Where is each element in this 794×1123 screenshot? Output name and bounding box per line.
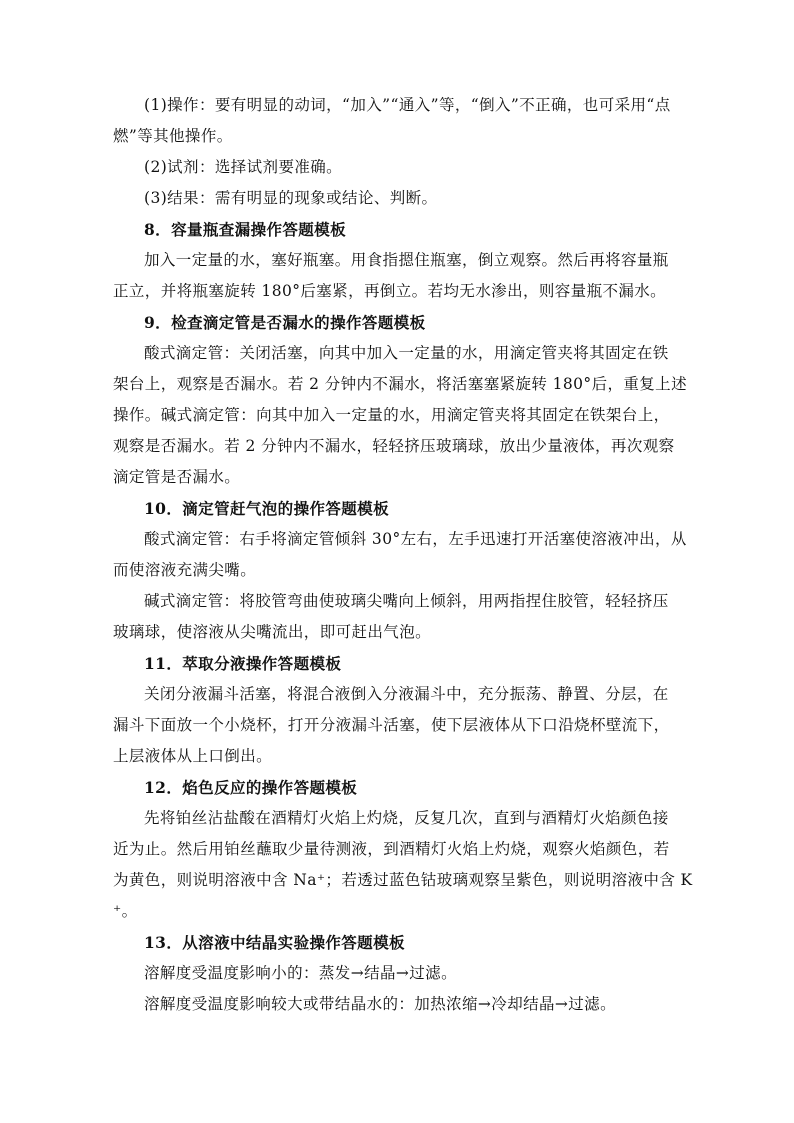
- section-heading: 11．萃取分液操作答题模板: [144, 654, 342, 673]
- text-line: 先将铂丝沾盐酸在酒精灯火焰上灼烧，反复几次，直到与酒精灯火焰颜色接: [144, 809, 669, 827]
- section-heading: 13．从溶液中结晶实验操作答题模板: [144, 933, 405, 952]
- text-line: 为黄色，则说明溶液中含 Na⁺；若透过蓝色钴玻璃观察呈紫色，则说明溶液中含 K: [113, 871, 693, 889]
- text-line: ⁺。: [113, 902, 138, 920]
- text-line: 溶解度受温度影响小的：蒸发→结晶→过滤。: [144, 964, 457, 982]
- text-line: 滴定管是否漏水。: [113, 468, 241, 486]
- text-line: 漏斗下面放一个小烧杯，打开分液漏斗活塞，使下层液体从下口沿烧杯壁流下，: [113, 716, 670, 734]
- document-body: [113, 90, 693, 1020]
- text-line: 操作。碱式滴定管：向其中加入一定量的水，用滴定管夹将其固定在铁架台上，: [113, 406, 670, 424]
- text-line: 观察是否漏水。若 2 分钟内不漏水，轻轻挤压玻璃球，放出少量液体，再次观察: [113, 437, 675, 455]
- text-line: 燃”等其他操作。: [113, 127, 233, 145]
- text-line: 正立，并将瓶塞旋转 180°后塞紧，再倒立。若均无水渗出，则容量瓶不漏水。: [113, 282, 667, 300]
- text-line: 而使溶液充满尖嘴。: [113, 561, 257, 579]
- text-line: 碱式滴定管：将胶管弯曲使玻璃尖嘴向上倾斜，用两指捏住胶管，轻轻挤压: [144, 592, 669, 610]
- text-line: 上层液体从上口倒出。: [113, 747, 273, 765]
- text-line: 加入一定量的水，塞好瓶塞。用食指摁住瓶塞，倒立观察。然后再将容量瓶: [144, 251, 669, 269]
- section-heading: 8．容量瓶查漏操作答题模板: [144, 220, 346, 239]
- text-line: (2)试剂：选择试剂要准确。: [144, 158, 343, 176]
- text-line: 酸式滴定管：关闭活塞，向其中加入一定量的水，用滴定管夹将其固定在铁: [144, 344, 669, 362]
- section-heading: 9．检查滴定管是否漏水的操作答题模板: [144, 313, 426, 332]
- text-line: (3)结果：需有明显的现象或结论、判断。: [144, 189, 438, 207]
- text-line: 溶解度受温度影响较大或带结晶水的：加热浓缩→冷却结晶→过滤。: [144, 995, 616, 1013]
- text-line: 架台上，观察是否漏水。若 2 分钟内不漏水，将活塞塞紧旋转 180°后，重复上述: [113, 375, 687, 393]
- text-line: (1)操作：要有明显的动词，“加入”“通入”等，“倒入”不正确，也可采用“点: [144, 96, 671, 114]
- section-heading: 10．滴定管赶气泡的操作答题模板: [144, 499, 389, 518]
- text-line: 关闭分液漏斗活塞，将混合液倒入分液漏斗中，充分振荡、静置、分层，在: [144, 685, 669, 703]
- text-line: 玻璃球，使溶液从尖嘴流出，即可赶出气泡。: [113, 623, 432, 641]
- section-heading: 12．焰色反应的操作答题模板: [144, 778, 358, 797]
- text-line: 酸式滴定管：右手将滴定管倾斜 30°左右，左手迅速打开活塞使溶液冲出，从: [144, 530, 687, 548]
- text-line: 近为止。然后用铂丝蘸取少量待测液，到酒精灯火焰上灼烧，观察火焰颜色，若: [113, 840, 670, 858]
